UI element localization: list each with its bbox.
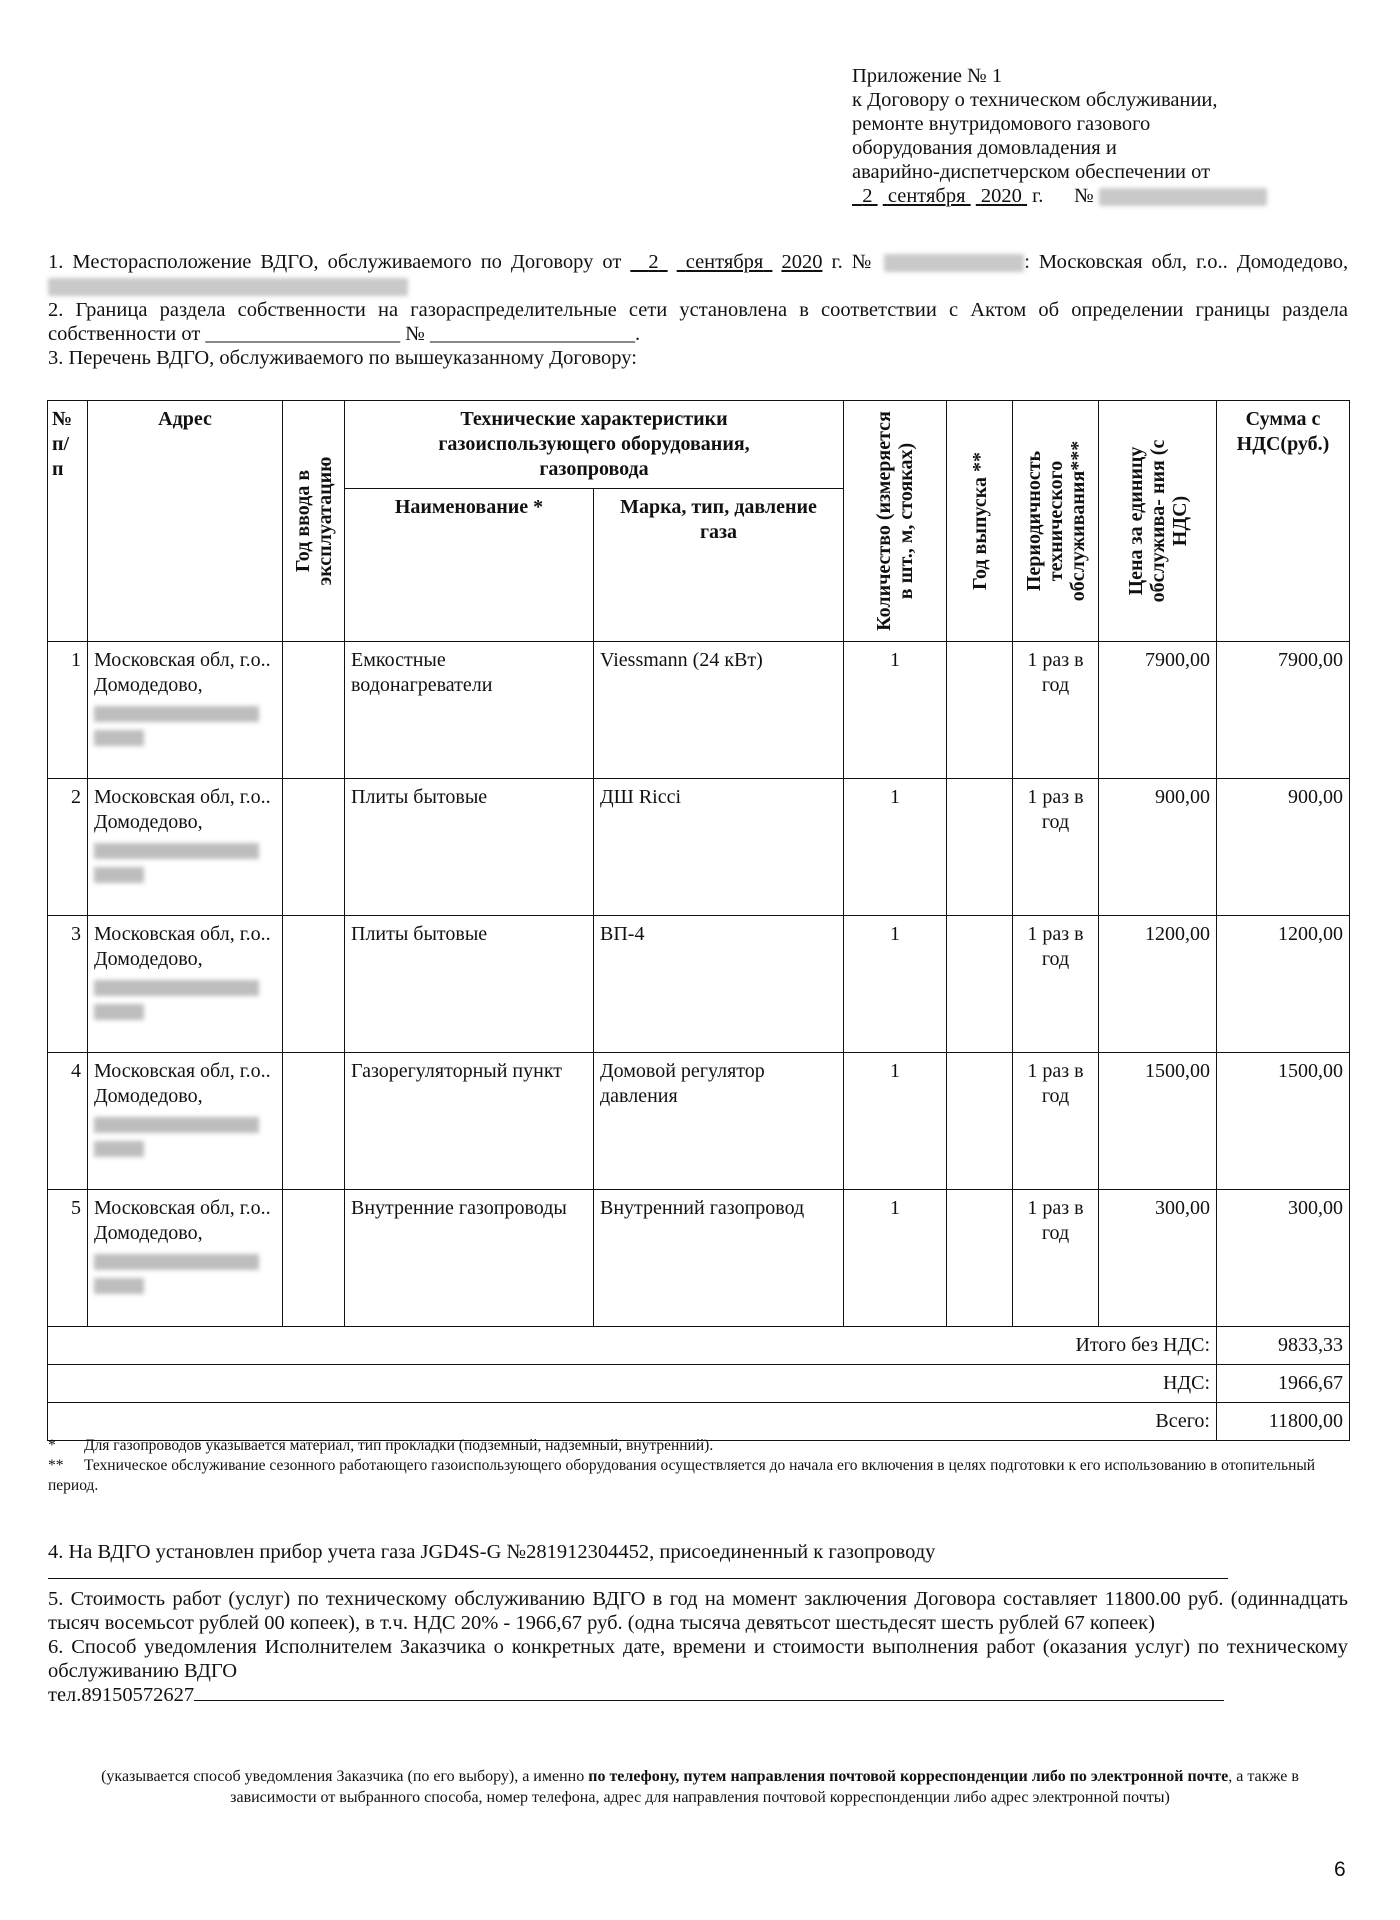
contract-points (48, 1540, 1348, 1707)
appendix-line: ремонте внутридомового газового (852, 113, 1151, 135)
header-address: Адрес (88, 401, 283, 642)
header-period: Периодичность технического обслуживания*** (1013, 401, 1099, 642)
intro-p3: 3. Перечень ВДГО, обслуживаемого по вышеуказанному Договору: (48, 347, 637, 369)
row-address: Московская обл, г.о.. Домодедово, (88, 916, 283, 1053)
appendix-line: аварийно-диспетчерском обеспечении от (852, 161, 1211, 183)
table-row: 2 Московская обл, г.о.. Домодедово, Плиты бытовые ДШ Ricci 1 1 раз в год 900,00 900,00 (48, 779, 1350, 916)
intro-p1: 1. Месторасположение ВДГО, обслуживаемого по Договору от 2 сентября 2020 г. № : Московская обл, г.о.. Домодедово, (48, 250, 1348, 298)
header-sum: Сумма с НДС(руб.) (1217, 401, 1350, 642)
page-number: 6 (1334, 1858, 1346, 1881)
fill-line (48, 1564, 1228, 1579)
appendix-month: сентября (887, 185, 966, 207)
point-6-tel: тел.89150572627 (48, 1683, 1348, 1707)
row-address: Московская обл, г.о.. Домодедово, (88, 642, 283, 779)
row-address: Московская обл, г.о.. Домодедово, (88, 1190, 283, 1327)
appendix-year-suffix: г. (1032, 185, 1044, 207)
total-row-vat: НДС: 1966,67 (48, 1365, 1350, 1403)
point-6: 6. Способ уведомления Исполнителем Заказчика о конкретных дате, времени и стоимости выполнения работ (оказания услуг) по техническому обслуживанию ВДГО (48, 1636, 1348, 1682)
note-1: * Для газопроводов указывается материал, тип прокладки (подземный, надземный, внутренний). (48, 1437, 714, 1454)
header-price: Цена за единицу обслужива- ния (с НДС) (1099, 401, 1217, 642)
redacted-number (884, 254, 1024, 272)
appendix-day: 2 (862, 185, 873, 207)
appendix-line: к Договору о техническом обслуживании, (852, 89, 1218, 111)
redacted-address (48, 278, 408, 296)
appendix-line: оборудования домовладения и (852, 137, 1117, 159)
header-name: Наименование * (345, 489, 594, 642)
intro-p2: 2. Граница раздела собственности на газораспределительные сети установлена в соответствии с Актом об определении границы раздела собственности от ___________________ № ____________________. (48, 299, 1348, 345)
notification-footnote: (указывается способ уведомления Заказчика (по его выбору), а именно по телефону, путем направления почтовой корреспонденции либо по электронной почте, а также в зависимости от выбранного способа, номер телефона, адрес для направления почтовой корреспонденции либо адрес электронной почты) (101, 1768, 1299, 1806)
header-year-made: Год выпуска ** (947, 401, 1013, 642)
row-address: Московская обл, г.о.. Домодедово, (88, 779, 283, 916)
row-address: Московская обл, г.о.. Домодедово, (88, 1053, 283, 1190)
point-4: 4. На ВДГО установлен прибор учета газа JGD4S-G №281912304452, присоединенный к газопроводу (48, 1541, 936, 1563)
redacted-number (1099, 188, 1267, 206)
appendix-year: 2020 (980, 185, 1022, 207)
appendix-date (852, 184, 1372, 208)
table-notes (48, 1436, 1348, 1496)
equipment-table (47, 400, 1350, 1441)
intro-section (48, 250, 1348, 370)
table-row: 3 Московская обл, г.о.. Домодедово, Плиты бытовые ВП-4 1 1 раз в год 1200,00 1200,00 (48, 916, 1350, 1053)
header-qty: Количество (измеряется в шт., м, стояках) (844, 401, 947, 642)
table-header-row (48, 401, 1350, 489)
header-tech: Технические характеристики газоиспользующего оборудования, газопровода (345, 401, 844, 489)
appendix-number-label: № (1074, 185, 1094, 207)
table-row: 5 Московская обл, г.о.. Домодедово, Внутренние газопроводы Внутренний газопровод 1 1 раз в год 300,00 300,00 (48, 1190, 1350, 1327)
table-row: 4 Московская обл, г.о.. Домодедово, Газорегуляторный пункт Домовой регулятор давления 1 1 раз в год 1500,00 1500,00 (48, 1053, 1350, 1190)
table-row: 1 Московская обл, г.о.. Домодедово, Емкостные водонагреватели Viessmann (24 кВт) 1 1 раз в год 7900,00 7900,00 (48, 642, 1350, 779)
total-row-net: Итого без НДС: 9833,33 (48, 1327, 1350, 1365)
note-2: ** Техническое обслуживание сезонного работающего газоиспользующего оборудования осуществляется до начала его включения в целях подготовки к его использованию в отопительный период. (48, 1457, 1316, 1494)
header-num: № п/ п (48, 401, 88, 642)
header-year-in: Год ввода в эксплуатацию (283, 401, 345, 642)
header-brand: Марка, тип, давление газа (594, 489, 844, 642)
point-5: 5. Стоимость работ (услуг) по техническому обслуживанию ВДГО в год на момент заключения Договора составляет 11800.00 руб. (одиннадцать тысяч восемьсот рублей 00 копеек), в т.ч. НДС 20% - 1966,67 руб. (одна тысяча девятьсот шестьдесят шесть рублей 67 копеек) (48, 1588, 1348, 1634)
appendix-title: Приложение № 1 (852, 65, 1003, 87)
appendix-header (852, 64, 1372, 208)
total-row-grand: Всего: 11800,00 (48, 1403, 1350, 1441)
